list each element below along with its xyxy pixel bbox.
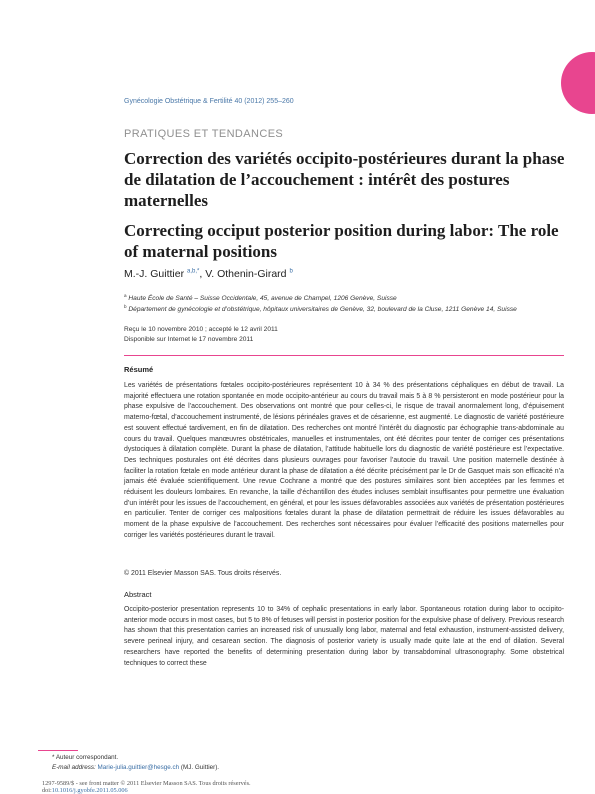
- resume-text: Les variétés de présentations fœtales occipito-postérieures représentent 10 à 34 % des présentations céphaliques en début de travail. La majorité effectuera une rotation spontanée en mode occipito-antérieur au cours du travail mais 5 à 8 % persisteront en mode postérieur pour la phase expulsive de l’accouchement. Des observations ont montré que pour celles-ci, le risque de travail anormalement long, d’épuisement materno-fœtal, d’accouchement instrumenté, de lésions périnéales graves et de césarienne, est augmenté. Le diagnostic de variété postérieure est souvent effectué tardivement, en fin de dilatation. Des recherches ont montré l’intérêt du diagnostic par échographie trans-abdominale au cours du travail. Quelques manœuvres obstétricales, manuelles et instrumentales, ont été décrites pour tenter de corriger ces présentations dystociques à dilatation complète. Durant la phase de dilatation, l’attitude habituelle lors du diagnostic de variété postérieure est l’expectative. Des techniques posturales ont été décrites dans plusieurs ouvrages pour favoriser l’autocie du travail. Une position maternelle destinée à faciliter la rotation fœtale en mode antérieur durant la phase de dilatation a été décrite précisément par le Dr de Gasquet mais son efficacité n’a jamais été évaluée scientifiquement. Une revue Cochrane a montré que des postures similaires sont bien acceptées par les femmes et réduisent les douleurs lombaires. En revanche, la taille d’échantillon des études incluses semblait insuffisantes pour permettre une évaluation d’un intérêt pour les issues de l’accouchement, en général, et pour les issues défavorables associées aux variétés de présentation postérieures en particulier. Tenter de corriger ces malpositions fœtales durant la phase de dilatation permettrait de réduire les issues défavorables au moment de la phase expulsive de l’accouchement. Des recherches sont nécessaires pour évaluer l’efficacité des positions maternelles pour corriger les variétés postérieures durant le travail.: [124, 382, 564, 539]
- resume-heading: Résumé: [124, 365, 154, 374]
- author-2-name: V. Othenin-Girard: [205, 268, 287, 280]
- abstract-heading: Abstract: [124, 590, 152, 599]
- title-english: Correcting occiput posterior position during labor: The role of maternal positions: [124, 221, 559, 261]
- affiliation-a-text: Haute École de Santé – Suisse Occidentale, 45, avenue de Champel, 1206 Genève, Suisse: [128, 295, 397, 303]
- email-link[interactable]: Marie-julia.guittier@hesge.ch: [97, 764, 180, 771]
- doi-line: [42, 787, 128, 794]
- section-color-tab: [561, 52, 595, 114]
- affiliation-b: [124, 302, 554, 316]
- affiliation-a-marker: a: [124, 293, 127, 298]
- author-1-name: M.-J. Guittier: [124, 268, 185, 280]
- email-label: E-mail address:: [52, 764, 96, 771]
- author-list: [124, 268, 293, 280]
- article-dates: [124, 325, 278, 345]
- abstract-text: Occipito-posterior presentation represents 10 to 34% of cephalic presentations in early labor. Spontaneous rotation during labor to occipito-anterior mode occurs in most cases, but 5 to 8% of fetuses will persist in posterior position for the expulsive phase of delivery. Previous research has shown that this presentation carries an increased risk of unusually long labor, maternal and fetal exhaustion, instrument-assisted delivery, severe perineal injury, and cesarean section. The diagnosis of posterior variety is usually made quite late at the end of dilation. Several researchers have reported the benefits of determining presentation during labor by transabdominal ultrasonography. Some obstetrical techniques to correct these: [124, 606, 564, 667]
- journal-citation[interactable]: Gynécologie Obstétrique & Fertilité 40 (2012) 255–260: [124, 98, 294, 105]
- section-divider: [124, 355, 564, 356]
- email-footnote: [52, 763, 219, 773]
- corresponding-author-note: * Auteur correspondant.: [52, 754, 119, 761]
- author-1-affiliation-markers[interactable]: a,b,*: [187, 268, 200, 275]
- section-label: PRATIQUES ET TENDANCES: [124, 128, 284, 140]
- received-accepted-date: Reçu le 10 novembre 2010 ; accepté le 12 avril 2011: [124, 326, 278, 333]
- doi-label: doi:: [42, 787, 52, 794]
- online-date: Disponible sur Internet le 17 novembre 2011: [124, 336, 254, 343]
- affiliation-b-text: Département de gynécologie et d’obstétrique, hôpitaux universitaires de Genève, 32, boulevard de la Cluse, 1211 Genève 14, Suisse: [128, 306, 517, 314]
- email-suffix: (MJ. Guittier).: [179, 764, 220, 771]
- title-french: Correction des variétés occipito-postérieures durant la phase de dilatation de l’accouchement : intérêt des postures maternelles: [124, 149, 565, 210]
- affiliation-b-marker: b: [124, 304, 127, 309]
- issn-line: 1297-9589/$ - see front matter © 2011 Elsevier Masson SAS. Tous droits réservés.: [42, 780, 251, 787]
- author-separator: ,: [199, 268, 206, 280]
- doi-link[interactable]: 10.1016/j.gyobfe.2011.05.006: [51, 787, 128, 794]
- resume-copyright: © 2011 Elsevier Masson SAS. Tous droits réservés.: [124, 570, 282, 577]
- author-2-affiliation-marker[interactable]: b: [289, 268, 293, 275]
- footnote-divider: [38, 750, 78, 751]
